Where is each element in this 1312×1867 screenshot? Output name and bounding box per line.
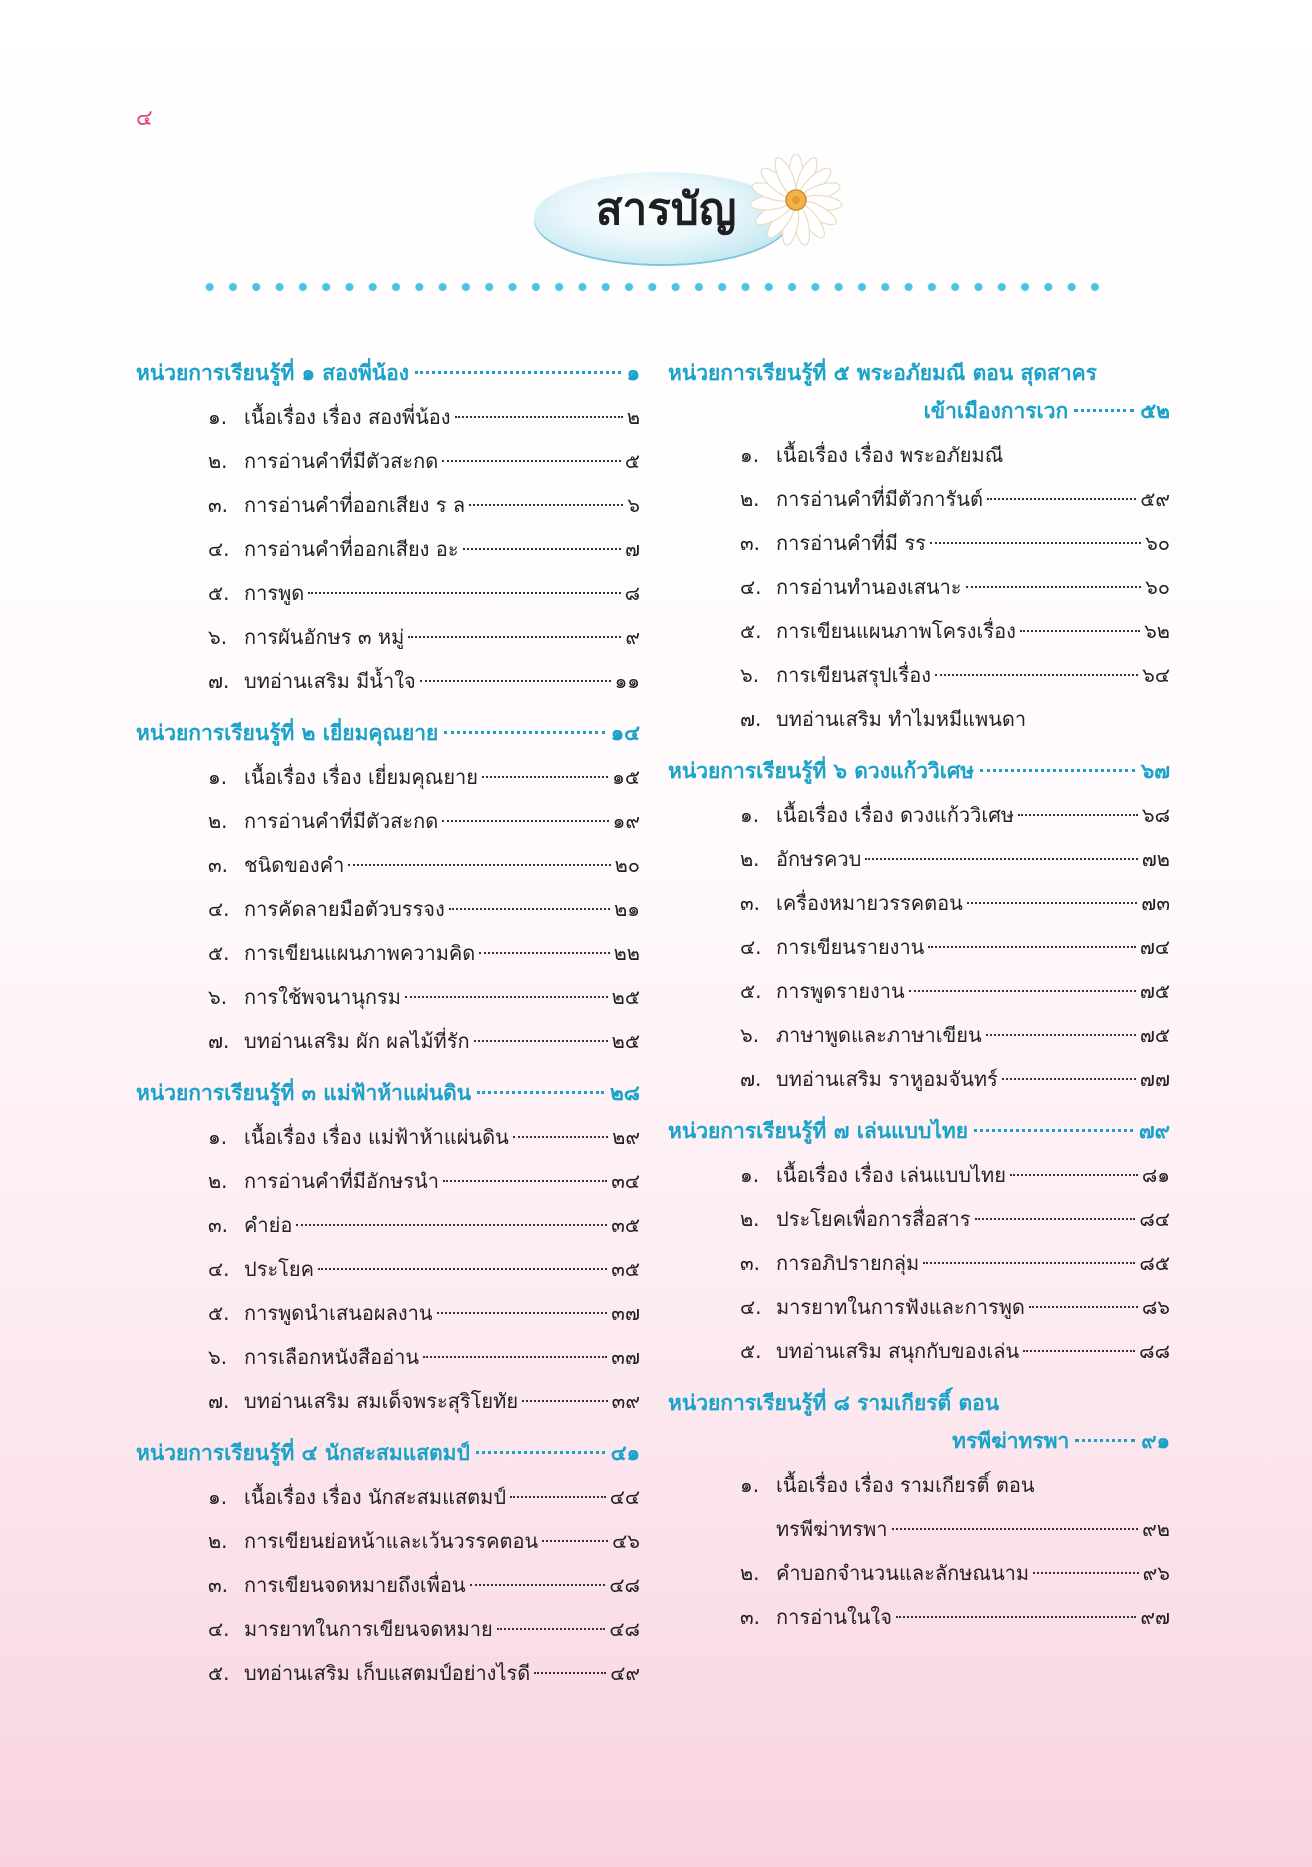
dot-leader [348,864,610,866]
entry-title: ชนิดของคำ [244,853,345,877]
dot-leader [308,592,620,594]
entry-page-number: ๑๑ [614,669,640,693]
toc-unit [668,356,1170,746]
toc-entry[interactable] [136,488,640,532]
dot-leader [1018,814,1138,816]
toc-unit [136,1076,640,1428]
entry-page-number: ๓๙ [611,1389,640,1413]
toc-entry[interactable] [136,804,640,848]
toc-entry[interactable] [668,1018,1170,1062]
dot-leader [296,1224,607,1226]
dot-leader [408,636,621,638]
unit-heading-link[interactable] [668,356,1170,394]
dot-leader [474,1040,608,1042]
dot-leader [1075,1439,1135,1442]
entry-page-number: ๒๒ [613,941,640,965]
dot-leader [510,1496,606,1498]
entry-page-number: ๓๕ [611,1257,640,1281]
entry-title: บทอ่านเสริม สนุกกับของเล่น [776,1339,1020,1363]
entry-title: การใช้พจนานุกรม [244,985,401,1009]
entry-number: ๑. [740,1473,760,1497]
unit-title: หน่วยการเรียนรู้ที่ ๖ ดวงแก้ววิเศษ [668,759,975,783]
dot-leader [444,731,604,734]
entry-page-number: ๗๓ [1141,891,1170,915]
entry-page-number: ๖๒ [1144,619,1170,643]
entry-number: ๔. [208,1617,230,1641]
entry-page-number: ๘ [624,581,640,605]
dot-leader [415,371,621,374]
dot-leader [405,996,608,998]
toc-entry[interactable] [136,936,640,980]
dot-leader [479,952,609,954]
dot-leader [534,1672,606,1674]
dot-leader [443,1180,607,1182]
entry-title: การอ่านคำที่มีตัวการันต์ [776,487,983,511]
entry-page-number: ๙๒ [1142,1517,1170,1541]
unit-heading-link[interactable] [668,754,1170,792]
toc-unit [136,1436,640,1700]
toc-entry[interactable] [668,842,1170,886]
entry-title: บทอ่านเสริม เก็บแสตมป์อย่างไรดี [244,1661,531,1685]
entry-number: ๕. [208,941,230,965]
entry-number: ๓. [740,891,761,915]
dot-leader [986,1034,1136,1036]
toc-entry[interactable] [668,658,1170,702]
dot-leader [1010,1174,1138,1176]
unit-page-number: ๑ [626,361,640,385]
entry-number: ๖. [208,1345,228,1369]
entry-title: บทอ่านเสริม สมเด็จพระสุริโยทัย [244,1389,519,1413]
toc-entry[interactable] [136,1120,640,1164]
entry-number: ๓. [208,853,229,877]
entry-number: ๔. [208,897,230,921]
entry-page-number: ๒๕ [611,985,640,1009]
entry-page-number: ๖๔ [1142,663,1170,687]
unit-title-continued: ทรพีฆ่าทรพา [952,1429,1070,1453]
entry-title-continued: ทรพีฆ่าทรพา [776,1517,888,1541]
entry-number: ๔. [740,575,762,599]
entry-title: มารยาทในการฟังและการพูด [776,1295,1025,1319]
unit-page-number: ๙๑ [1141,1429,1170,1453]
toc-entry[interactable] [668,702,1170,746]
entry-title: การเขียนแผนภาพความคิด [244,941,476,965]
toc-entry[interactable] [136,1164,640,1208]
toc-entry[interactable] [668,1334,1170,1378]
entry-title: คำย่อ [244,1213,293,1237]
unit-heading-link[interactable] [668,1114,1170,1152]
toc-entry[interactable] [136,1208,640,1252]
toc-entry-continued[interactable] [668,1512,1170,1556]
entry-number: ๒. [208,1529,228,1553]
toc-entry[interactable] [668,886,1170,930]
entry-page-number: ๖ [627,493,640,517]
entry-title: การเขียนจดหมายถึงเพื่อน [244,1573,466,1597]
entry-title: ประโยคเพื่อการสื่อสาร [776,1207,971,1231]
daisy-flower-icon [740,154,852,254]
toc-entry[interactable] [668,1202,1170,1246]
entry-number: ๓. [740,531,761,555]
toc-entry[interactable] [136,760,640,804]
entry-title: การอ่านคำที่ออกเสียง อะ [244,537,459,561]
entry-page-number: ๓๗ [611,1301,640,1325]
entry-number: ๔. [208,1257,230,1281]
entry-number: ๑. [740,1163,760,1187]
entry-number: ๗. [208,1029,230,1053]
entry-page-number: ๖๐ [1145,575,1170,599]
toc-entry[interactable] [668,482,1170,526]
unit-heading-continued[interactable] [668,1424,1170,1462]
unit-title: หน่วยการเรียนรู้ที่ ๓ แม่ฟ้าห้าแผ่นดิน [136,1081,472,1105]
toc-entry[interactable] [136,664,640,708]
entry-page-number: ๘๖ [1141,1295,1170,1319]
dot-leader [1074,409,1134,412]
unit-page-number: ๒๘ [609,1081,640,1105]
entry-title: การอ่านคำที่มีตัวสะกด [244,809,439,833]
toc-entry[interactable] [668,1600,1170,1644]
toc-entry[interactable] [668,974,1170,1018]
entry-page-number: ๓๗ [611,1345,640,1369]
entry-title: บทอ่านเสริม ทำไมหมีแพนดา [776,707,1027,731]
unit-page-number: ๑๔ [610,721,640,745]
toc-entry[interactable] [136,444,640,488]
entry-number: ๖. [208,625,228,649]
toc-left-column [136,356,640,1708]
entry-number: ๑. [740,443,760,467]
toc-unit [136,356,640,708]
toc-entry[interactable] [136,1568,640,1612]
unit-title: หน่วยการเรียนรู้ที่ ๘ รามเกียรติ์ ตอน [668,1391,1000,1415]
toc-entry[interactable] [668,1246,1170,1290]
toc-entry[interactable] [136,1252,640,1296]
unit-title: หน่วยการเรียนรู้ที่ ๕ พระอภัยมณี ตอน สุดสาคร [668,361,1097,385]
entry-number: ๖. [740,663,760,687]
entry-title: การเขียนย่อหน้าและเว้นวรรคตอน [244,1529,539,1553]
entry-number: ๔. [740,935,762,959]
toc-entry[interactable] [668,1062,1170,1106]
entry-title: การผันอักษร ๓ หมู่ [244,625,405,649]
entry-page-number: ๗๕ [1139,1023,1170,1047]
dot-leader [1023,1350,1135,1352]
entry-number: ๕. [740,1339,762,1363]
toc-unit [668,754,1170,1106]
toc-entry[interactable] [668,526,1170,570]
dot-leader [928,946,1135,948]
entry-page-number: ๖๐ [1145,531,1170,555]
entry-number: ๕. [740,979,762,1003]
entry-page-number: ๙ [625,625,640,649]
dot-leader [477,1091,604,1094]
unit-page-number: ๖๗ [1140,759,1170,783]
entry-page-number: ๘๔ [1139,1207,1170,1231]
toc-entry[interactable] [136,848,640,892]
toc-entry[interactable] [668,798,1170,842]
dot-leader [522,1400,608,1402]
entry-number: ๔. [740,1295,762,1319]
unit-title: หน่วยการเรียนรู้ที่ ๗ เล่นแบบไทย [668,1119,969,1143]
entry-number: ๒. [740,1207,760,1231]
dot-leader [980,769,1135,772]
entry-title: การพูดนำเสนอผลงาน [244,1301,433,1325]
entry-title: การคัดลายมือตัวบรรจง [244,897,445,921]
entry-number: ๕. [208,581,230,605]
entry-page-number: ๗๕ [1139,979,1170,1003]
entry-title: การอภิปรายกลุ่ม [776,1251,920,1275]
toc-entry[interactable] [668,1556,1170,1600]
entry-title: เนื้อเรื่อง เรื่อง สองพี่น้อง [244,405,451,429]
dot-leader [1020,630,1140,632]
entry-page-number: ๖๘ [1141,803,1170,827]
entry-number: ๑. [740,803,760,827]
entry-page-number: ๓๔ [611,1169,640,1193]
dot-leader [318,1268,607,1270]
dot-leader [974,1129,1133,1132]
entry-title: เครื่องหมายวรรคตอน [776,891,963,915]
entry-title: การอ่านคำที่มีอักษรนำ [244,1169,439,1193]
entry-page-number: ๒๕ [611,1029,640,1053]
entry-title: การพูด [244,581,305,605]
toc-entry[interactable] [136,980,640,1024]
entry-title: การอ่านในใจ [776,1605,892,1629]
toc-entry[interactable] [136,1612,640,1656]
entry-number: ๕. [740,619,762,643]
dot-leader [442,460,621,462]
entry-title: บทอ่านเสริม ผัก ผลไม้ที่รัก [244,1029,470,1053]
entry-page-number: ๕ [624,449,640,473]
dot-leader [1033,1572,1139,1574]
toc-entry[interactable] [136,1384,640,1428]
entry-number: ๗. [740,1067,762,1091]
entry-number: ๓. [740,1251,761,1275]
entry-title: การอ่านคำที่มี รร [776,531,926,555]
dot-leader [420,680,611,682]
dot-leader [987,498,1136,500]
entry-title: เนื้อเรื่อง เรื่อง ดวงแก้ววิเศษ [776,803,1015,827]
entry-page-number: ๔๙ [610,1661,640,1685]
toc-right-column [668,356,1170,1652]
dot-leader [892,1528,1139,1530]
entry-number: ๑. [208,1125,228,1149]
entry-page-number: ๔๖ [612,1529,640,1553]
toc-entry[interactable] [668,930,1170,974]
dot-leader [966,586,1142,588]
entry-number: ๗. [208,669,230,693]
toc-entry[interactable] [136,1296,640,1340]
entry-number: ๕. [208,1301,230,1325]
entry-title: บทอ่านเสริม ราหูอมจันทร์ [776,1067,998,1091]
dot-leader [935,674,1138,676]
dot-leader [513,1136,608,1138]
unit-heading-link[interactable] [668,1386,1170,1424]
entry-page-number: ๗ [624,537,640,561]
entry-page-number: ๘๕ [1139,1251,1170,1275]
entry-page-number: ๗๔ [1139,935,1170,959]
toc-unit [668,1114,1170,1378]
dot-leader [437,1312,608,1314]
entry-page-number: ๔๘ [609,1617,640,1641]
entry-page-number: ๙๖ [1142,1561,1170,1585]
entry-page-number: ๘๘ [1139,1339,1170,1363]
unit-title: หน่วยการเรียนรู้ที่ ๒ เยี่ยมคุณยาย [136,721,439,745]
entry-page-number: ๔๔ [609,1485,640,1509]
entry-title: การเขียนสรุปเรื่อง [776,663,931,687]
entry-title: บทอ่านเสริม มีน้ำใจ [244,669,416,693]
toc-entry[interactable] [136,400,640,444]
toc-entry[interactable] [668,614,1170,658]
entry-page-number: ๒๑ [614,897,640,921]
entry-page-number: ๒๐ [614,853,640,877]
entry-page-number: ๑๙ [612,809,640,833]
entry-number: ๓. [208,1573,229,1597]
toc-entry[interactable] [136,576,640,620]
unit-heading-link[interactable] [136,1436,640,1474]
toc-entry[interactable] [668,1468,1170,1512]
toc-entry[interactable] [136,1656,640,1700]
toc-entry[interactable] [136,1480,640,1524]
entry-title: มารยาทในการเขียนจดหมาย [244,1617,493,1641]
entry-number: ๒. [740,847,760,871]
dot-leader [449,908,610,910]
entry-page-number: ๕๙ [1140,487,1170,511]
toc-entry[interactable] [668,570,1170,614]
dot-leader [967,902,1137,904]
toc-entry[interactable] [668,1290,1170,1334]
dot-leader [469,504,623,506]
entry-number: ๑. [208,765,228,789]
toc-entry[interactable] [668,438,1170,482]
unit-heading-link[interactable] [136,356,640,394]
dot-leader [542,1540,608,1542]
dot-leader [463,548,621,550]
toc-unit [136,716,640,1068]
page-number: ๔ [136,106,153,131]
entry-number: ๖. [208,985,228,1009]
toc-unit [668,1386,1170,1644]
dotted-divider [198,280,1108,294]
entry-page-number: ๑๕ [612,765,640,789]
toc-entry[interactable] [136,892,640,936]
entry-number: ๗. [208,1389,230,1413]
dot-leader [482,776,608,778]
unit-page-number: ๔๑ [610,1441,640,1465]
dot-leader [1002,1078,1136,1080]
entry-title: เนื้อเรื่อง เรื่อง พระอภัยมณี [776,443,1004,467]
entry-page-number: ๔๘ [609,1573,640,1597]
dot-leader [975,1218,1136,1220]
entry-number: ๒. [740,1561,760,1585]
entry-page-number: ๙๗ [1140,1605,1170,1629]
dot-leader [865,858,1137,860]
dot-leader [442,820,608,822]
entry-page-number: ๘๑ [1141,1163,1170,1187]
unit-page-number: ๗๙ [1138,1119,1170,1143]
entry-page-number: ๒๙ [612,1125,640,1149]
dot-leader [470,1584,606,1586]
unit-heading-continued[interactable] [668,394,1170,432]
dot-leader [923,1262,1135,1264]
entry-number: ๗. [740,707,762,731]
entry-number: ๑. [208,1485,228,1509]
entry-number: ๓. [740,1605,761,1629]
entry-title: คำบอกจำนวนและลักษณนาม [776,1561,1030,1585]
entry-number: ๓. [208,1213,229,1237]
toc-entry[interactable] [136,1524,640,1568]
unit-title: หน่วยการเรียนรู้ที่ ๔ นักสะสมแสตมป์ [136,1441,470,1465]
entry-title: การเขียนรายงาน [776,935,925,959]
dot-leader [423,1356,607,1358]
entry-number: ๔. [208,537,230,561]
dot-leader [930,542,1141,544]
toc-entry[interactable] [668,1158,1170,1202]
dot-leader [909,990,1136,992]
toc-entry[interactable] [136,620,640,664]
entry-title: การเลือกหนังสืออ่าน [244,1345,420,1369]
title-banner [530,152,850,282]
entry-page-number: ๗๒ [1141,847,1170,871]
entry-number: ๓. [208,493,229,517]
entry-page-number: ๒ [626,405,640,429]
entry-title: เนื้อเรื่อง เรื่อง เยี่ยมคุณยาย [244,765,479,789]
entry-number: ๑. [208,405,228,429]
toc-entry[interactable] [136,532,640,576]
entry-title: อักษรควบ [776,847,862,871]
entry-title: ประโยค [244,1257,315,1281]
entry-title: เนื้อเรื่อง เรื่อง นักสะสมแสตมป์ [244,1485,507,1509]
page-title: สารบัญ [595,184,737,235]
unit-heading-link[interactable] [136,1076,640,1114]
entry-number: ๒. [208,809,228,833]
dot-leader [497,1628,606,1630]
entry-title: เนื้อเรื่อง เรื่อง เล่นแบบไทย [776,1163,1006,1187]
entry-title: ภาษาพูดและภาษาเขียน [776,1023,982,1047]
entry-title: การพูดรายงาน [776,979,905,1003]
entry-title: การอ่านคำที่ออกเสียง ร ล [244,493,466,517]
toc-entry[interactable] [136,1024,640,1068]
toc-entry[interactable] [136,1340,640,1384]
dot-leader [476,1451,605,1454]
entry-title: เนื้อเรื่อง เรื่อง รามเกียรติ์ ตอน [776,1473,1035,1497]
entry-page-number: ๗๗ [1139,1067,1170,1091]
unit-page-number: ๕๒ [1140,399,1170,423]
entry-number: ๒. [208,449,228,473]
entry-title: การอ่านคำที่มีตัวสะกด [244,449,439,473]
unit-heading-link[interactable] [136,716,640,754]
unit-title-continued: เข้าเมืองการเวก [923,399,1069,423]
entry-number: ๒. [740,487,760,511]
unit-title: หน่วยการเรียนรู้ที่ ๑ สองพี่น้อง [136,361,410,385]
entry-title: การเขียนแผนภาพโครงเรื่อง [776,619,1016,643]
dot-leader [896,1616,1136,1618]
entry-number: ๒. [208,1169,228,1193]
entry-page-number: ๓๕ [611,1213,640,1237]
entry-title: การอ่านทำนองเสนาะ [776,575,962,599]
entry-number: ๖. [740,1023,760,1047]
dot-leader [455,416,623,418]
entry-number: ๕. [208,1661,230,1685]
entry-title: เนื้อเรื่อง เรื่อง แม่ฟ้าห้าแผ่นดิน [244,1125,509,1149]
dot-leader [1029,1306,1138,1308]
